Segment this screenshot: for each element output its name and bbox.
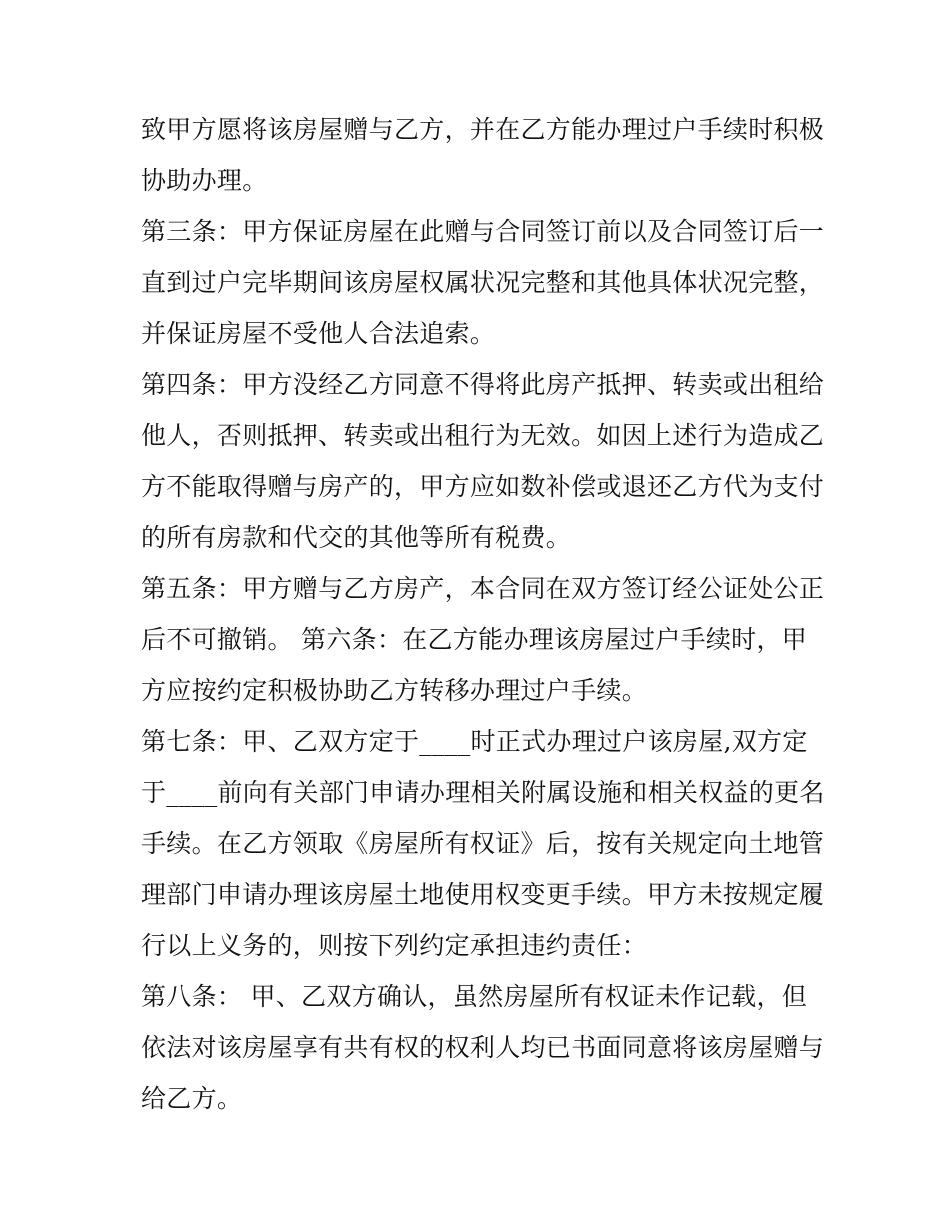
text-line: 并保证房屋不受他人合法追索。 — [141, 319, 496, 348]
text-line: 第八条： 甲、乙双方确认，虽然房屋所有权证未作记载，但 — [141, 982, 808, 1011]
text-line: 第三条：甲方保证房屋在此赠与合同签订前以及合同签订后一 — [141, 217, 825, 246]
text-line: 手续。在乙方领取《房屋所有权证》后，按有关规定向土地管 — [141, 829, 825, 858]
document-body — [141, 104, 825, 1124]
text-line: 依法对该房屋享有共有权的权利人均已书面同意将该房屋赠与 — [141, 1033, 825, 1062]
text-line: 致甲方愿将该房屋赠与乙方，并在乙方能办理过户手续时积极 — [141, 115, 825, 144]
text-line: 给乙方。 — [141, 1084, 243, 1113]
text-line: 方应按约定积极协助乙方转移办理过户手续。 — [141, 676, 648, 705]
text-line: 方不能取得赠与房产的，甲方应如数补偿或退还乙方代为支付 — [141, 472, 825, 501]
text-line: 第七条：甲、乙双方定于____时正式办理过户该房屋,双方定 — [141, 727, 808, 756]
text-line: 的所有房款和代交的其他等所有税费。 — [141, 523, 572, 552]
text-line: 于____前向有关部门申请办理相关附属设施和相关权益的更名 — [141, 778, 825, 807]
text-line: 行以上义务的，则按下列约定承担违约责任： — [141, 931, 648, 960]
text-line: 后不可撤销。 第六条：在乙方能办理该房屋过户手续时，甲 — [141, 625, 808, 654]
text-line: 第五条：甲方赠与乙方房产，本合同在双方签订经公证处公正 — [141, 574, 825, 603]
text-line: 第四条：甲方没经乙方同意不得将此房产抵押、转卖或出租给 — [141, 370, 825, 399]
text-line: 理部门申请办理该房屋土地使用权变更手续。甲方未按规定履 — [141, 880, 825, 909]
text-line: 直到过户完毕期间该房屋权属状况完整和其他具体状况完整， — [141, 268, 825, 297]
text-line: 他人，否则抵押、转卖或出租行为无效。如因上述行为造成乙 — [141, 421, 825, 450]
text-line: 协助办理。 — [141, 166, 268, 195]
